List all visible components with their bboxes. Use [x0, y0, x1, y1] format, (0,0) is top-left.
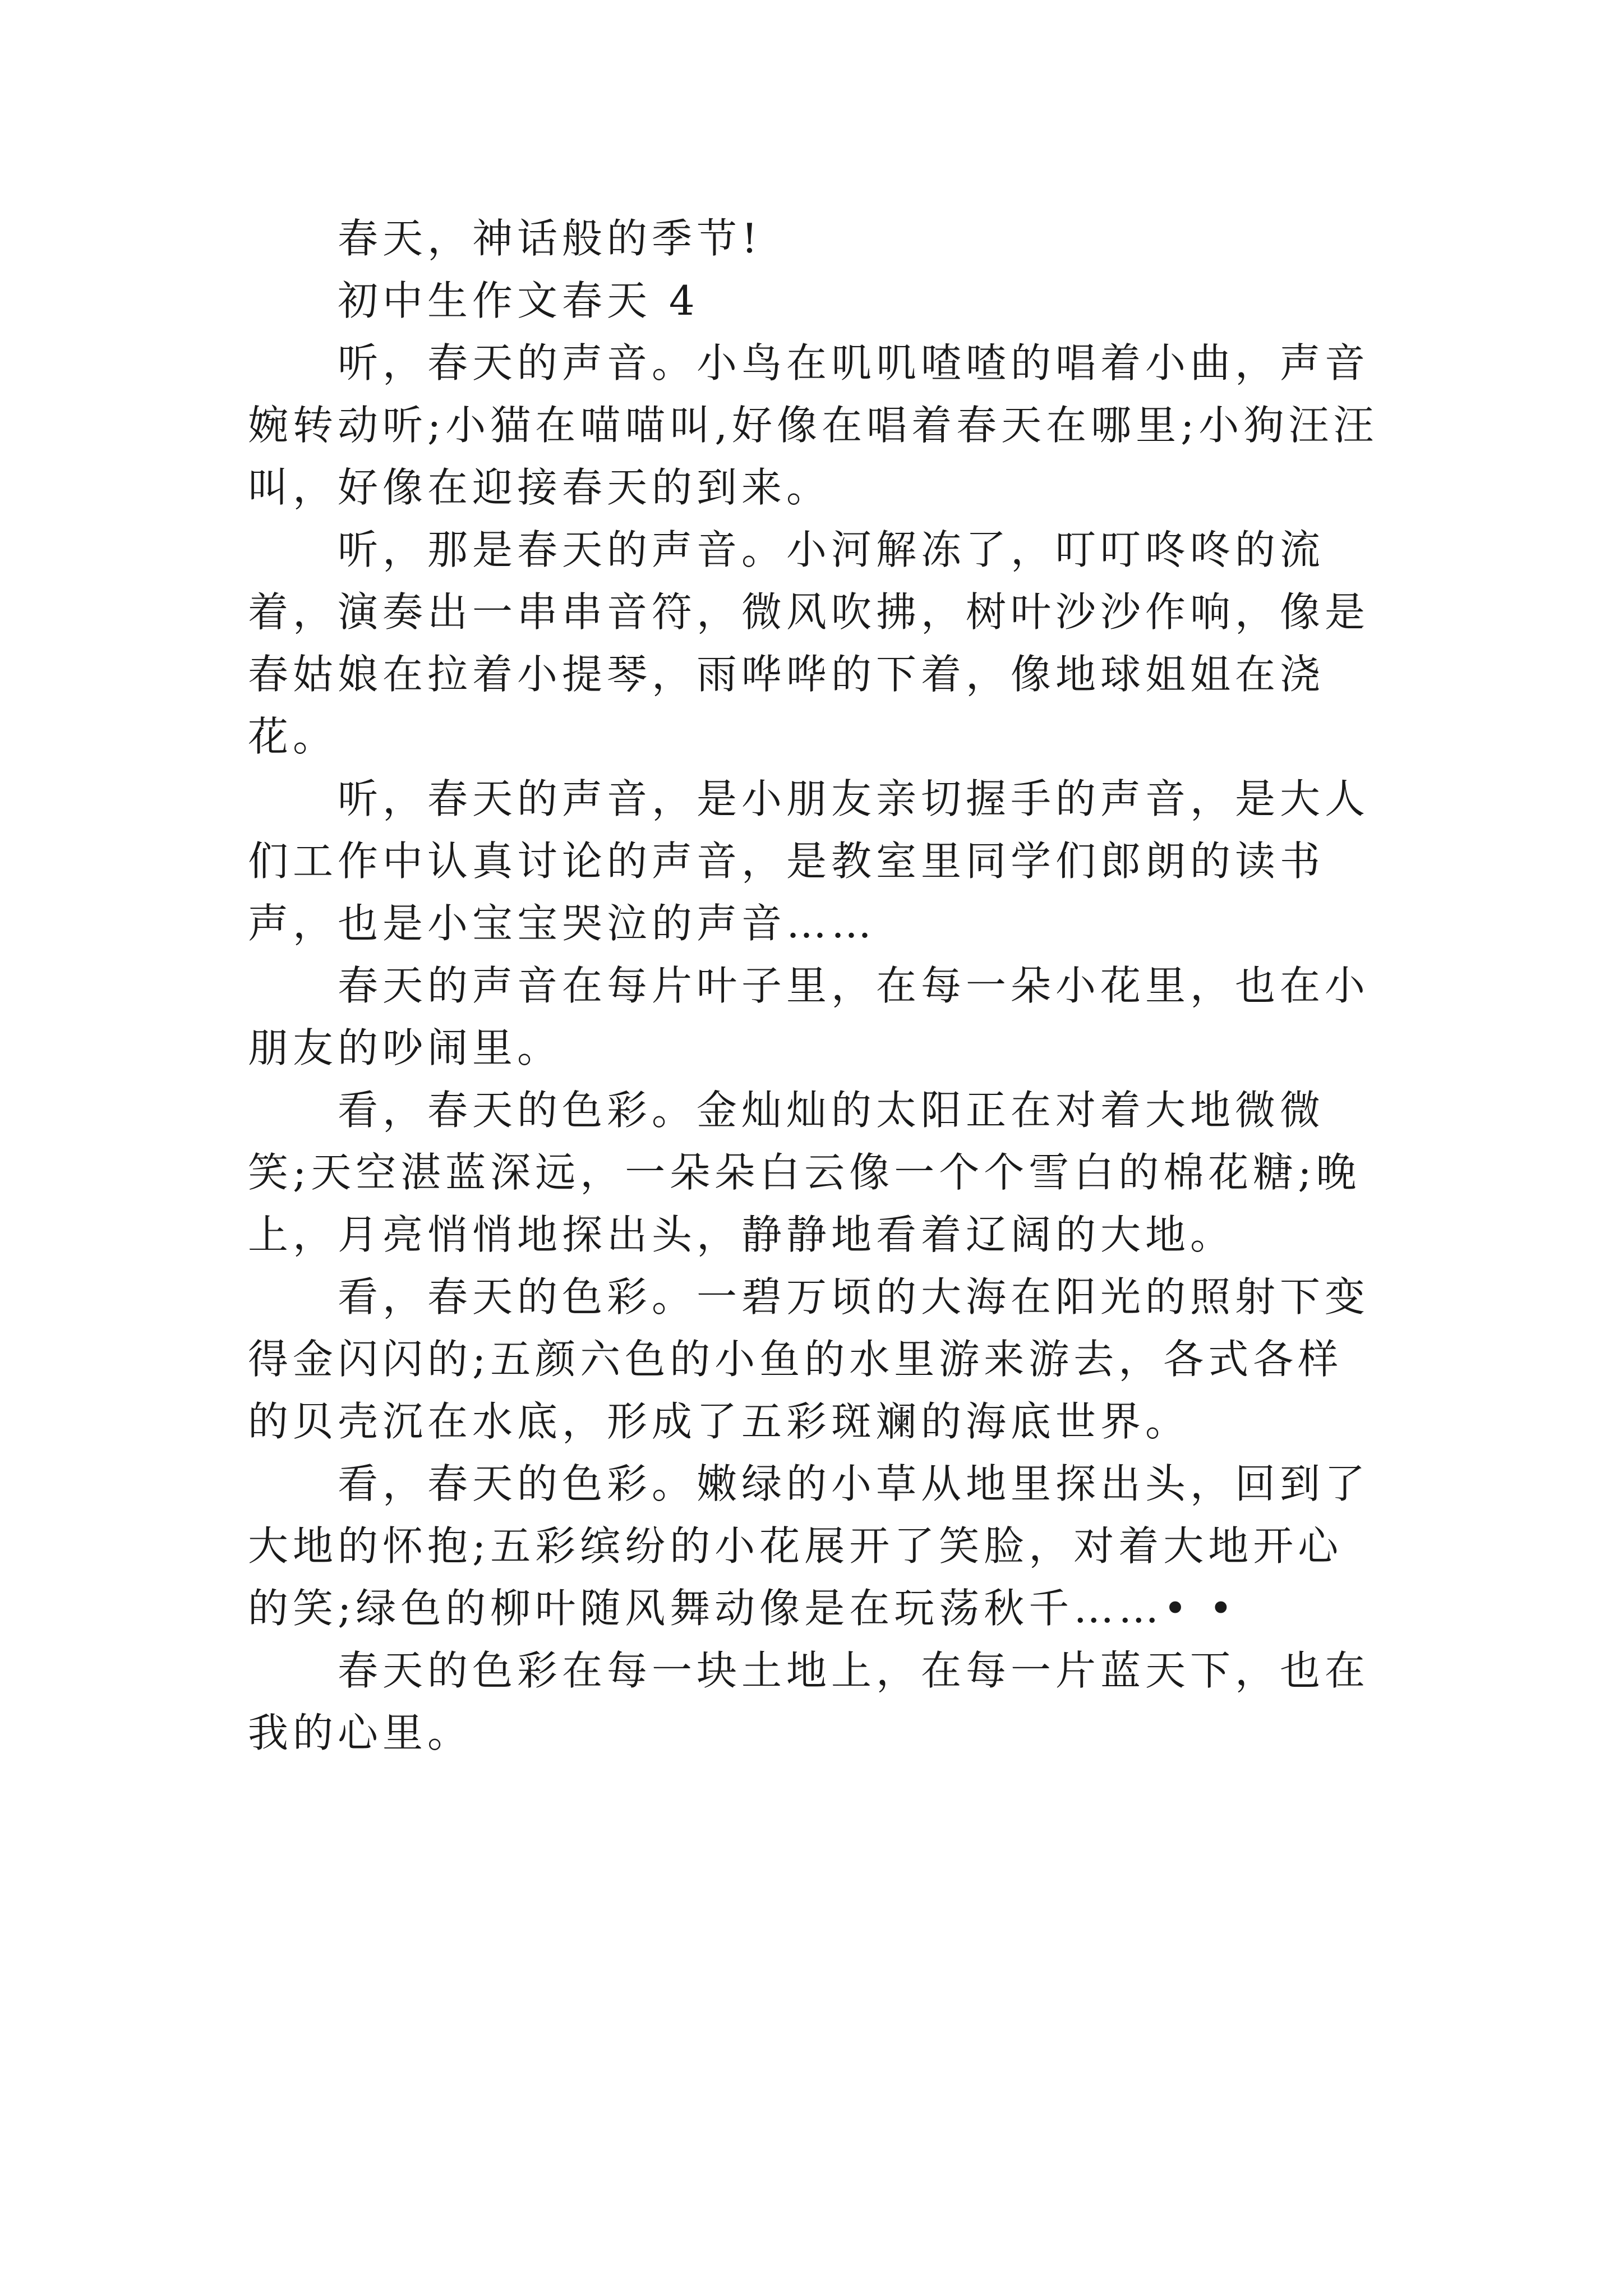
paragraph-listen-people: 听，春天的声音，是小朋友亲切握手的声音，是大人们工作中认真讨论的声音，是教室里同学们郎朗的读书声，也是小宝宝哭泣的声音…… [248, 775, 1370, 947]
paragraph-listen-river: 听，那是春天的声音。小河解冻了，叮叮咚咚的流着，演奏出一串串音符，微风吹拂，树叶沙沙作响，像是春姑娘在拉着小提琴，雨哗哗的下着，像地球姐姐在浇花。 [248, 526, 1370, 760]
paragraph-listen-animals: 听，春天的声音。小鸟在叽叽喳喳的唱着小曲，声音婉转动听;小猫在喵喵叫,好像在唱着春天在哪里;小狗汪汪叫，好像在迎接春天的到来。 [248, 339, 1378, 511]
essay-body [248, 208, 1387, 1764]
paragraph-color-summary: 春天的色彩在每一块土地上，在每一片蓝天下，也在我的心里。 [248, 1647, 1370, 1756]
essay-title: 初中生作文春天 4 [338, 277, 699, 324]
paragraph-sound-summary: 春天的声音在每片叶子里，在每一朵小花里，也在小朋友的吵闹里。 [248, 962, 1370, 1071]
paragraph-look-sky: 看，春天的色彩。金灿灿的太阳正在对着大地微微笑;天空湛蓝深远，一朵朵白云像一个个雪白的棉花糖;晚上，月亮悄悄地探出头，静静地看着辽阔的大地。 [248, 1087, 1361, 1258]
paragraph-look-plants: 看，春天的色彩。嫩绿的小草从地里探出头，回到了大地的怀抱;五彩缤纷的小花展开了笑脸，对着大地开心的笑;绿色的柳叶随风舞动像是在玩荡秋千……• • [248, 1460, 1370, 1632]
paragraph-closing-line: 春天，神话般的季节! [338, 215, 762, 262]
paragraph-look-sea: 看，春天的色彩。一碧万顷的大海在阳光的照射下变得金闪闪的;五颜六色的小鱼的水里游来游去，各式各样的贝壳沉在水底，形成了五彩斑斓的海底世界。 [248, 1273, 1370, 1445]
